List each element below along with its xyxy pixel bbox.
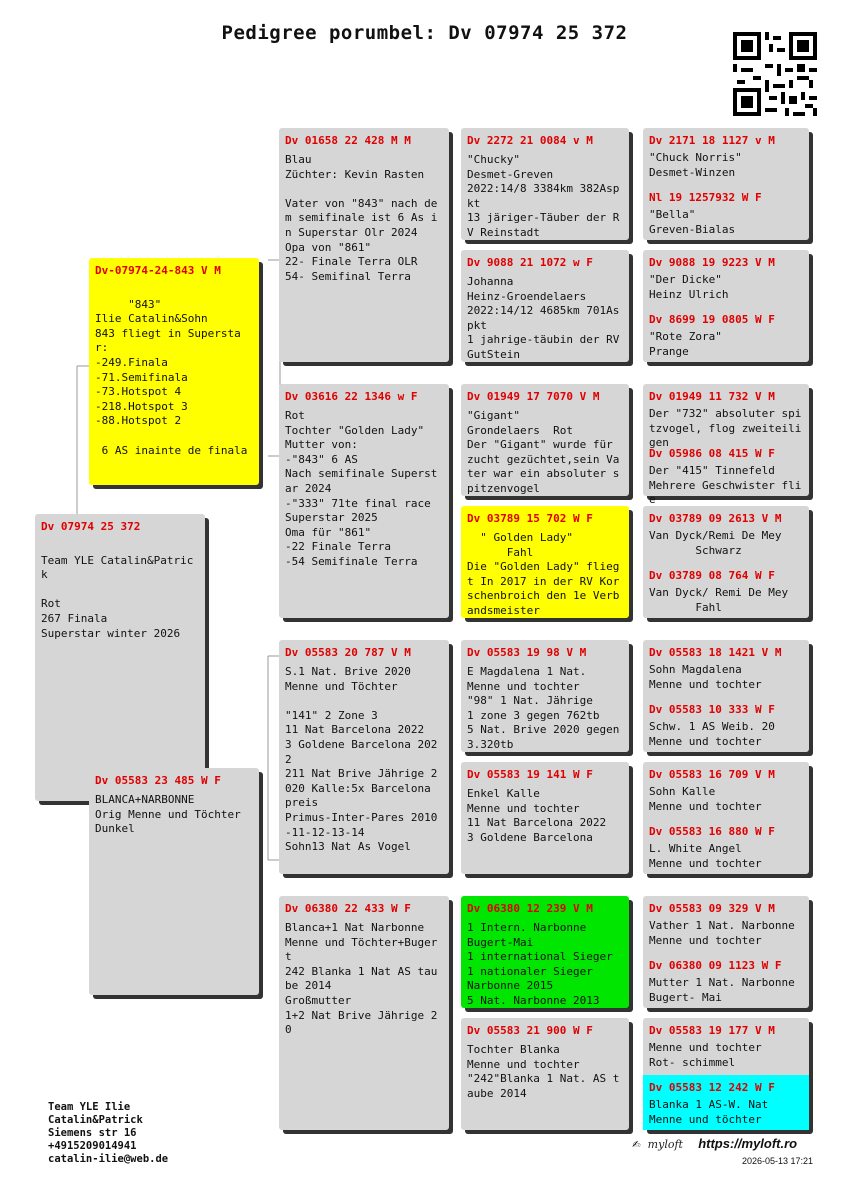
ring-number: Dv 05583 16 880 W F — [649, 825, 775, 838]
ring-number: Dv 07974 25 372 — [41, 520, 141, 533]
breeder-contact — [48, 1101, 168, 1166]
pigeon-details: Schw. 1 AS Weib. 20 Menne und tochter — [649, 720, 775, 748]
ancestor-pair-card[interactable] — [643, 506, 809, 618]
ancestor-pair-card[interactable] — [643, 896, 809, 1008]
pigeon-details: Team YLE Catalin&Patrick Rot 267 Finala Superstar winter 2026 — [41, 553, 194, 640]
great-grandparent-card[interactable] — [461, 506, 629, 618]
contact-line: +4915209014941 — [48, 1140, 137, 1152]
grandparent-card[interactable] — [279, 896, 449, 1130]
pigeon-details: "Gigant" Grondelaers Rot Der "Gigant" wurde für zucht gezüchtet,sein Vater war ein absoluter spitzenvogel — [467, 409, 620, 495]
pigeon-details: Der "415" Tinnefeld Mehrere Geschwister flie — [649, 464, 802, 507]
ring-number: Dv 2171 18 1127 v M — [649, 134, 775, 147]
ring-number: Dv 03616 22 1346 w F — [285, 390, 418, 403]
pigeon-details: 1 Intern. Narbonne Bugert-Mai 1 international Sieger 1 nationaler Sieger Narbonne 2015 5 Nat. Narbonne 2013 — [467, 921, 613, 1007]
great-grandparent-card[interactable] — [461, 896, 629, 1008]
great-grandparent-card[interactable] — [461, 762, 629, 874]
contact-line: catalin-ilie@web.de — [48, 1153, 169, 1165]
ring-number: Dv 05583 12 242 W F — [649, 1081, 775, 1094]
ring-number: Dv 05583 09 329 V M — [649, 902, 775, 915]
ancestor-pair-card[interactable] — [643, 384, 809, 507]
pigeon-details: Tochter Blanka Menne und tochter "242"Blanka 1 Nat. AS taube 2014 — [467, 1043, 620, 1100]
ancestor-pair-card[interactable] — [643, 640, 809, 752]
pigeon-details: Van Dyck/ Remi De Mey Fahl — [649, 586, 789, 614]
ring-number: Dv 05583 19 98 V M — [467, 646, 587, 659]
pigeon-details: "Chuck Norris" Desmet-Winzen — [649, 151, 742, 179]
contact-line: Catalin&Patrick — [48, 1114, 143, 1126]
ring-number: Dv 03789 08 764 W F — [649, 569, 775, 582]
ring-number: Dv 05583 19 177 V M — [649, 1024, 775, 1037]
ring-number: Dv 03789 09 2613 V M — [649, 512, 782, 525]
ring-number: Dv 05583 21 900 W F — [467, 1024, 593, 1037]
ring-number: Dv 05583 20 787 V M — [285, 646, 411, 659]
timestamp: 2026-05-13 17:21 — [742, 1156, 814, 1166]
pigeon-details: "Rote Zora" Prange — [649, 330, 722, 358]
ring-number: Dv 05583 23 485 W F — [95, 774, 221, 787]
pigeon-details: Blanka 1 AS-W. Nat Menne und töchter — [649, 1098, 769, 1126]
ring-number: Dv 06380 12 239 V M — [467, 902, 593, 915]
pigeon-details: "Chucky" Desmet-Greven 2022:14/8 3384km 382Aspkt 13 järiger-Täuber der RV Reinstadt — [467, 153, 620, 239]
pigeon-details: BLANCA+NARBONNE Orig Menne und Töchter Dunkel — [95, 793, 241, 836]
pigeon-details: "Der Dicke" Heinz Ulrich — [649, 273, 729, 301]
ring-number: Nl 19 1257932 W F — [649, 191, 762, 204]
ancestor-pair-card[interactable] — [643, 250, 809, 362]
ancestor-pair-card[interactable] — [643, 1018, 809, 1130]
myloft-logo-icon: ✍ — [632, 1136, 641, 1152]
qr-code-icon — [733, 32, 817, 116]
ring-number: Dv 2272 21 0084 v M — [467, 134, 593, 147]
great-grandparent-card[interactable] — [461, 128, 629, 240]
pigeon-details: Blau Züchter: Kevin Rasten Vater von "843" nach dem semifinale ist 6 As in Superstar Olr 2024 Opa von "861" 22- Finale Terra OLR 54- Semifinal Terra — [285, 153, 438, 283]
grandparent-card[interactable] — [279, 384, 449, 618]
pigeon-details: Sohn Kalle Menne und tochter — [649, 785, 762, 813]
page-title: Pedigree porumbel: Dv 07974 25 372 — [221, 22, 628, 44]
ring-number: Dv 06380 09 1123 W F — [649, 959, 782, 972]
great-grandparent-card[interactable] — [461, 640, 629, 752]
pigeon-details: Sohn Magdalena Menne und tochter — [649, 663, 762, 691]
pigeon-details: Rot Tochter "Golden Lady" Mutter von: -"843" 6 AS Nach semifinale Superstar 2024 -"333" 71te final race Superstar 2025 Oma für "861" -22 Finale Terra -54 Semifinale Terra — [285, 409, 438, 568]
ring-number: Dv-07974-24-843 V M — [95, 264, 221, 277]
ancestor-pair-card[interactable] — [643, 128, 809, 240]
contact-line: Team YLE Ilie — [48, 1101, 131, 1113]
great-grandparent-card[interactable] — [461, 384, 629, 496]
pigeon-details: Mutter 1 Nat. Narbonne Bugert- Mai — [649, 976, 795, 1004]
grandparent-card[interactable] — [279, 640, 449, 874]
ancestor-pair-card[interactable] — [643, 762, 809, 874]
ring-number: Dv 03789 15 702 W F — [467, 512, 593, 525]
ring-number: Dv 06380 22 433 W F — [285, 902, 411, 915]
pigeon-details: Vather 1 Nat. Narbonne Menne und tochter — [649, 919, 795, 947]
ring-number: Dv 8699 19 0805 W F — [649, 313, 775, 326]
pigeon-details: Johanna Heinz-Groendelaers 2022:14/12 4685km 701Aspkt 1 jahrige-täubin der RV GutStein — [467, 275, 626, 361]
ring-number: Dv 9088 21 1072 w F — [467, 256, 593, 269]
pigeon-details: S.1 Nat. Brive 2020 Menne und Töchter "141" 2 Zone 3 11 Nat Barcelona 2022 3 Goldene Barcelona 2022 211 Nat Brive Jährige 2020 Kalle:5x Barcelona preis Primus-Inter-Pares 2010-11-12-13-14 Sohn13 Nat As Vogel — [285, 665, 438, 854]
contact-line: Siemens str 16 — [48, 1127, 137, 1139]
ring-number: Dv 05583 19 141 W F — [467, 768, 593, 781]
pigeon-details: Van Dyck/Remi De Mey Schwarz — [649, 529, 782, 557]
great-grandparent-card[interactable] — [461, 1018, 629, 1130]
pigeon-details: " Golden Lady" Fahl Die "Golden Lady" fliegt In 2017 in der RV Korschenbroich den 1e Verbandsmeister — [467, 531, 620, 617]
ring-number: Dv 01658 22 428 M M — [285, 134, 411, 147]
brand-footer — [632, 1136, 797, 1152]
ring-number: Dv 01949 17 7070 V M — [467, 390, 600, 403]
ring-number: Dv 05583 16 709 V M — [649, 768, 775, 781]
brand-logo-text: myloft — [647, 1138, 683, 1151]
mother-card[interactable] — [89, 768, 259, 995]
subject-pigeon-card[interactable] — [35, 514, 205, 801]
ring-number: Dv 05986 08 415 W F — [649, 447, 775, 460]
ring-number: Dv 01949 11 732 V M — [649, 390, 775, 403]
grandparent-card[interactable] — [279, 128, 449, 362]
pigeon-details: "Bella" Greven-Bialas — [649, 208, 736, 236]
pigeon-details: Menne und tochter Rot- schimmel — [649, 1041, 762, 1069]
brand-url[interactable]: https://myloft.ro — [698, 1136, 798, 1151]
father-card[interactable] — [89, 258, 259, 485]
pigeon-details: Der "732" absoluter spitzvogel, flog zweiteiligen — [649, 407, 802, 450]
pigeon-details: L. White Angel Menne und tochter — [649, 842, 762, 870]
great-grandparent-card[interactable] — [461, 250, 629, 362]
pigeon-details: Blanca+1 Nat Narbonne Menne und Töchter+Bugert 242 Blanka 1 Nat AS taube 2014 Großmutter 1+2 Nat Brive Jährige 20 — [285, 921, 438, 1037]
ring-number: Dv 9088 19 9223 V M — [649, 256, 775, 269]
pigeon-details: "843" Ilie Catalin&Sohn 843 fliegt in Superstar: -249.Finala -71.Semifinala -73.Hotspot 4 -218.Hotspot 3 -88.Hotspot 2 6 AS inainte de finala — [95, 297, 248, 457]
ring-number: Dv 05583 18 1421 V M — [649, 646, 782, 659]
pigeon-details: Enkel Kalle Menne und tochter 11 Nat Barcelona 2022 3 Goldene Barcelona — [467, 787, 607, 844]
pigeon-details: E Magdalena 1 Nat. Menne und tochter "98" 1 Nat. Jährige 1 zone 3 gegen 762tb 5 Nat. Brive 2020 gegen 3.320tb — [467, 665, 626, 751]
ring-number: Dv 05583 10 333 W F — [649, 703, 775, 716]
